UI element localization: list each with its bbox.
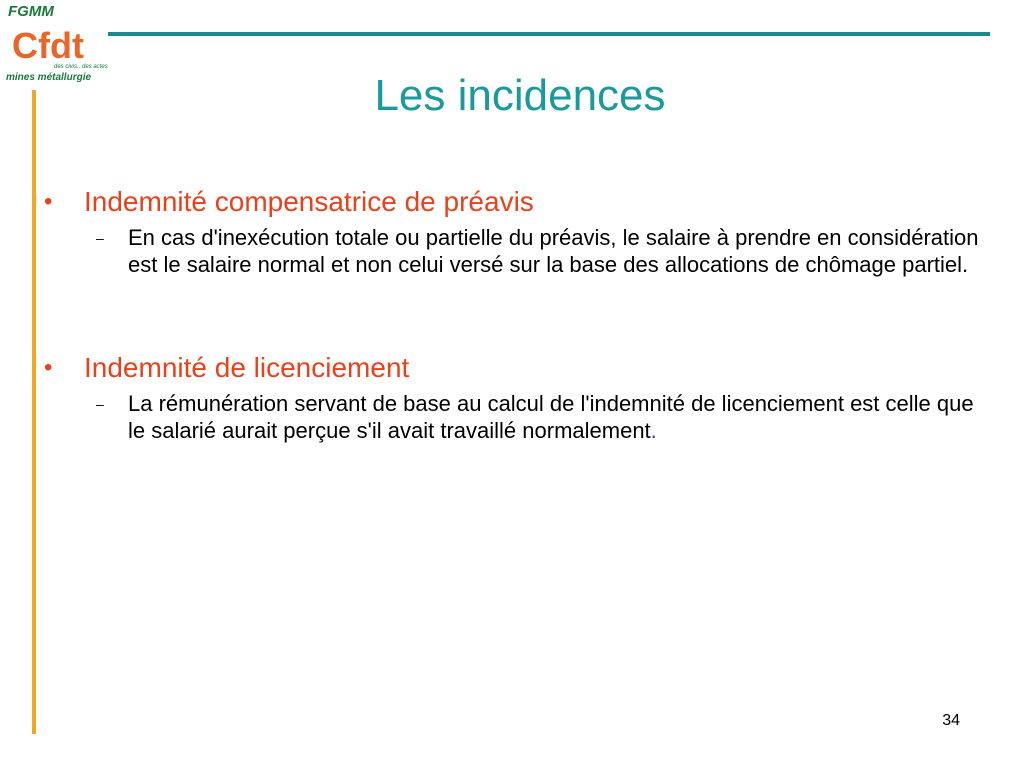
sub-bullet-text: En cas d'inexécution totale ou partielle du préavis, le salaire à prendre en considération est le salaire normal et non celui versé sur la base des allocations de chômage partiel. (128, 225, 979, 277)
page-number: 34 (942, 712, 960, 729)
bullet-licenciement (44, 352, 984, 384)
sub-bullet-preavis (44, 224, 984, 278)
top-divider (108, 32, 990, 36)
dash-icon: – (96, 396, 104, 412)
dash-icon: – (96, 230, 104, 246)
left-divider (32, 90, 36, 734)
bullet-heading: Indemnité compensatrice de préavis (84, 186, 534, 217)
logo-tagline: des civis.. des actes (54, 64, 108, 70)
sub-bullet-text: La rémunération servant de base au calcul de l'indemnité de licenciement est celle que le salarié aurait perçue s'il avait travaillé normalement (128, 391, 974, 443)
bullet-dot-icon: • (44, 188, 53, 215)
bullet-heading: Indemnité de licenciement (84, 352, 410, 383)
slide-title: Les incidences (374, 71, 666, 120)
bullet-preavis (44, 186, 984, 218)
sub-bullet-licenciement (44, 390, 984, 444)
logo-mines-metallurgie: mines métallurgie (6, 72, 92, 83)
logo-cfdt: Cfdt (12, 25, 84, 66)
bullet-dot-icon: • (44, 354, 53, 381)
slide-content (44, 186, 984, 444)
sub-bullet-end: . (650, 418, 657, 443)
logo-fgmm: FGMM (8, 3, 54, 20)
